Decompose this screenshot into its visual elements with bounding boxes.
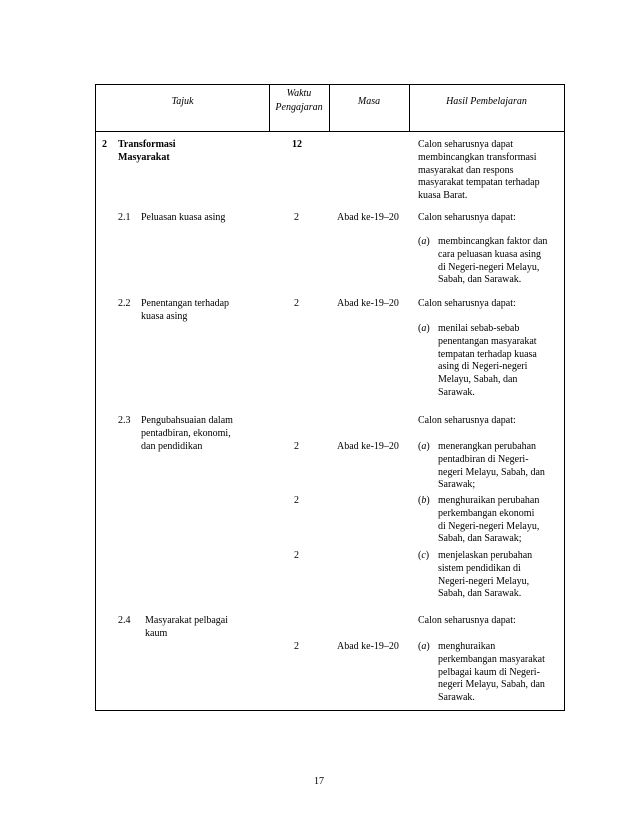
row-outcome-intro: Calon seharusnya dapat: [418, 298, 516, 309]
row-title-line: Penentangan terhadap [141, 298, 230, 309]
row-outcome-intro: Calon seharusnya dapat: [418, 615, 516, 626]
section-outcome-line: membincangkan transformasi [418, 151, 537, 163]
item-line: Melayu, Sabah, dan [438, 374, 518, 386]
item-label: (a) [418, 641, 430, 652]
row-title-line: dan pendidikan [141, 441, 203, 452]
item-line: negeri Melayu, Sabah, dan [438, 679, 545, 691]
item-line: asing di Negeri-negeri [438, 361, 528, 373]
item-line: Sarawak; [438, 479, 476, 491]
row-title-line: pentadbiran, ekonomi, [141, 428, 231, 439]
section-hours: 12 [292, 139, 302, 150]
item-line: sistem pendidikan di [438, 562, 521, 574]
item-hours: 2 [294, 441, 299, 452]
row-outcome-intro: Calon seharusnya dapat: [418, 415, 516, 426]
section-title-line2: Masyarakat [118, 152, 170, 163]
item-line: membincangkan faktor dan [438, 236, 548, 247]
item-line: perkembangan ekonomi [438, 507, 535, 519]
item-line: pelbagai kaum di Negeri- [438, 666, 540, 678]
section-title-line1: Transformasi [118, 139, 176, 150]
item-label: (c) [418, 550, 430, 561]
section-outcome-line: masyarakat tempatan terhadap [418, 177, 540, 189]
row-outcome-intro: Calon seharusnya dapat: [418, 212, 516, 223]
row-title-line: kaum [145, 628, 168, 639]
item-line: Sarawak. [438, 692, 475, 704]
row-number: 2.1 [118, 212, 131, 223]
row-title-line: Pengubahsuaian dalam [141, 415, 233, 426]
row-number: 2.2 [118, 298, 131, 309]
item-line: di Negeri-negeri Melayu, [438, 520, 540, 532]
section-outcome-line: Calon seharusnya dapat [418, 139, 513, 150]
item-line: Negeri-negeri Melayu, [438, 575, 530, 587]
row-number: 2.4 [118, 615, 131, 626]
item-label: (a) [418, 441, 430, 452]
section-outcome-line: masyarakat dan respons [418, 164, 514, 176]
header-waktu-line1: Waktu [286, 88, 312, 99]
section-outcome-line: kuasa Barat. [418, 190, 468, 202]
row-masa: Abad ke-19–20 [337, 641, 399, 652]
item-line: Sarawak. [438, 387, 475, 398]
header-hasil: Hasil Pembelajaran [446, 96, 527, 107]
row-title-line: Masyarakat pelbagai [145, 615, 229, 626]
item-line: Sabah, dan Sarawak. [438, 274, 522, 286]
header-masa: Masa [357, 96, 381, 107]
item-line: menghuraikan [438, 641, 496, 652]
item-line: di Negeri-negeri Melayu, [438, 261, 540, 273]
header-waktu [269, 87, 329, 115]
row-masa: Abad ke-19–20 [337, 212, 399, 223]
item-line: menjelaskan perubahan [438, 550, 533, 561]
header-tajuk: Tajuk [171, 96, 194, 107]
item-label: (a) [418, 236, 430, 247]
row-masa: Abad ke-19–20 [337, 441, 399, 452]
item-label: (a) [418, 323, 430, 334]
section-number: 2 [102, 139, 107, 150]
item-line: Sabah, dan Sarawak; [438, 533, 522, 545]
item-line: cara peluasan kuasa asing [438, 248, 542, 260]
item-line: penentangan masyarakat [438, 335, 537, 347]
page-number: 17 [314, 776, 324, 787]
item-label: (b) [418, 495, 430, 506]
item-line: Sabah, dan Sarawak. [438, 588, 522, 600]
item-line: menilai sebab-sebab [438, 323, 520, 334]
item-line: menghuraikan perubahan [438, 495, 540, 506]
row-number: 2.3 [118, 415, 131, 426]
item-line: pentadbiran di Negeri- [438, 453, 529, 465]
table-header [96, 85, 564, 132]
item-line: negeri Melayu, Sabah, dan [438, 466, 545, 478]
row-hours: 2 [294, 298, 299, 309]
syllabus-table [95, 84, 565, 711]
item-line: perkembangan masyarakat [438, 653, 545, 665]
row-hours: 2 [294, 641, 299, 652]
item-hours: 2 [294, 495, 299, 506]
header-waktu-line2: Pengajaran [275, 102, 323, 113]
row-title-line: Peluasan kuasa asing [141, 212, 226, 223]
row-title-line: kuasa asing [141, 311, 188, 322]
row-hours: 2 [294, 212, 299, 223]
row-masa: Abad ke-19–20 [337, 298, 399, 309]
item-line: menerangkan perubahan [438, 441, 537, 452]
item-line: tempatan terhadap kuasa [438, 348, 537, 360]
item-hours: 2 [294, 550, 299, 561]
